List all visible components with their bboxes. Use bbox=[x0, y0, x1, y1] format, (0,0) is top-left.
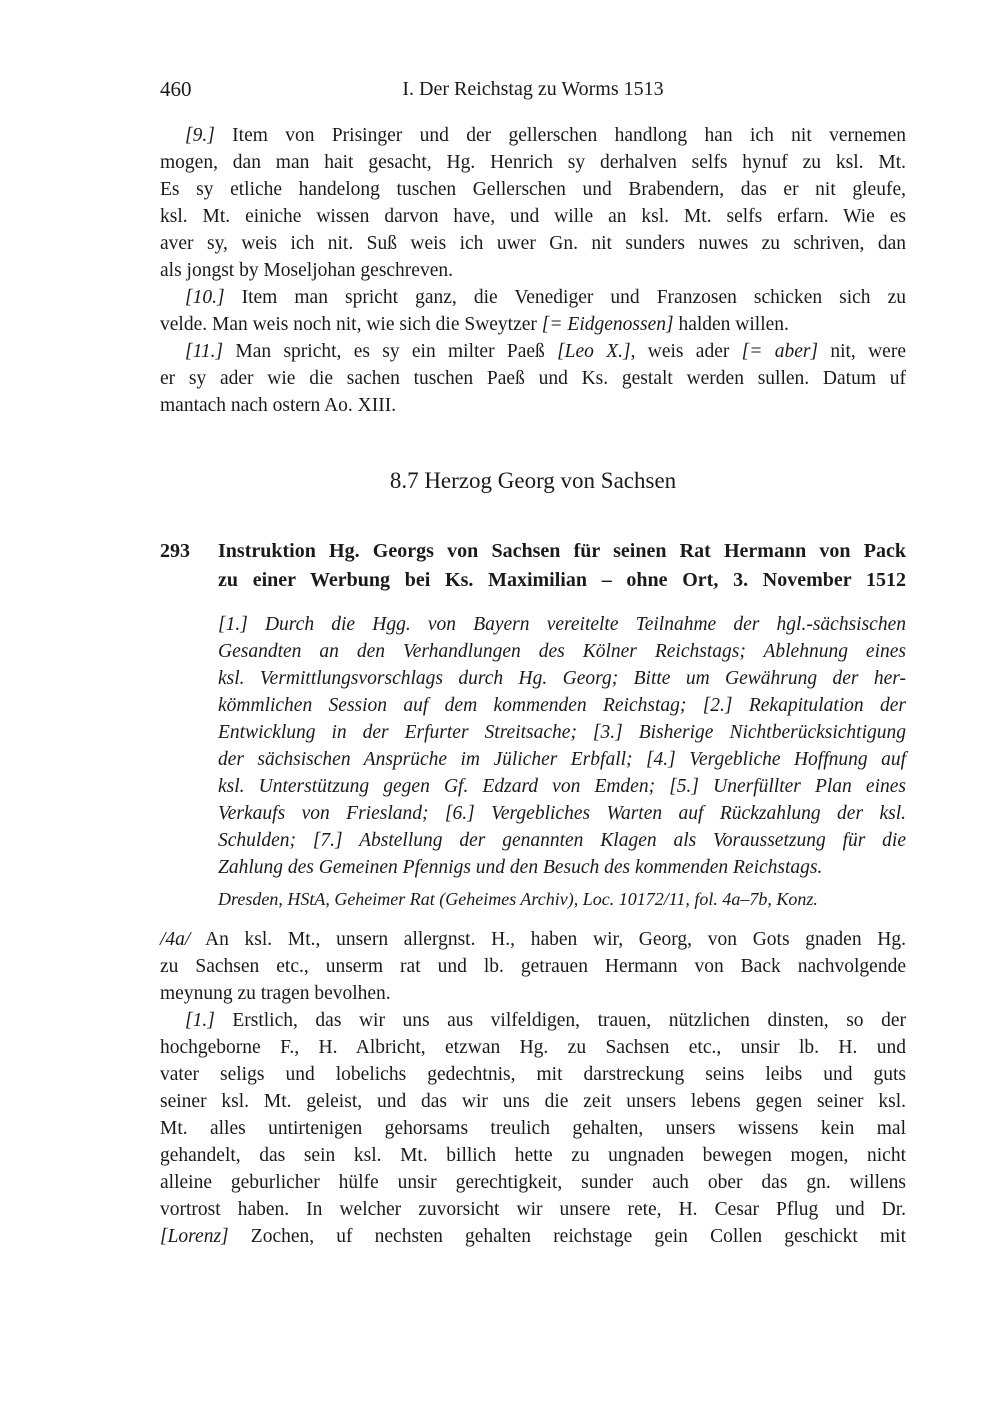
text-segment: als jongst by Moseljohan geschreven. bbox=[160, 260, 453, 281]
text-segment: Instruktion Hg. Georgs von Sachsen für seinen Rat Hermann von Pack bbox=[218, 540, 906, 562]
editorial-italic-segment: /4a/ bbox=[160, 929, 191, 950]
text-line bbox=[160, 926, 906, 953]
text-segment: halden willen. bbox=[673, 314, 789, 335]
text-line bbox=[160, 149, 906, 176]
text-block bbox=[160, 0, 906, 1250]
text-line bbox=[218, 827, 906, 854]
text-segment: mogen, dan man hait gesacht, Hg. Henrich sy derhalven selfs hynuf zu ksl. Mt. bbox=[160, 152, 906, 173]
instruction-text bbox=[160, 926, 906, 1250]
text-line bbox=[218, 746, 906, 773]
text-segment: er sy ader wie die sachen tuschen Paeß und Ks. gestalt werden sullen. Datum uf bbox=[160, 368, 906, 389]
text-segment: gehandelt, das sein ksl. Mt. billich hette zu ungnaden bewegen mogen, nicht bbox=[160, 1145, 906, 1166]
entry-summary bbox=[218, 611, 906, 881]
text-line bbox=[160, 1007, 906, 1034]
text-segment: Zahlung des Gemeinen Pfennigs und den Besuch des kommenden Reichstags. bbox=[218, 857, 823, 878]
text-line bbox=[160, 122, 906, 149]
text-line bbox=[160, 1223, 906, 1250]
text-line bbox=[160, 257, 906, 284]
text-segment: aver sy, weis ich nit. Suß weis ich uwer Gn. nit sunders nuwes zu schriven, dan bbox=[160, 233, 906, 254]
text-segment: Man spricht, es sy ein milter Paeß bbox=[223, 341, 558, 362]
text-line bbox=[160, 1088, 906, 1115]
page-number: 460 bbox=[160, 77, 192, 101]
text-line bbox=[160, 980, 906, 1007]
text-line bbox=[160, 203, 906, 230]
text-line bbox=[160, 1061, 906, 1088]
text-segment: velde. Man weis noch nit, wie sich die Sweytzer bbox=[160, 314, 542, 335]
text-line bbox=[218, 611, 906, 638]
text-segment: ksl. Mt. einiche wissen darvon have, und wille an ksl. Mt. selfs erfarn. Wie es bbox=[160, 206, 906, 227]
paragraph bbox=[160, 926, 906, 1007]
paragraph bbox=[160, 122, 906, 284]
text-line bbox=[160, 1196, 906, 1223]
text-segment: ksl. Vermittlungsvorschlags durch Hg. Georg; Bitte um Gewährung der her- bbox=[218, 668, 906, 689]
section-heading: 8.7 Herzog Georg von Sachsen bbox=[389, 468, 677, 493]
entry-headline bbox=[218, 537, 906, 595]
paragraph bbox=[160, 1007, 906, 1250]
text-line bbox=[160, 338, 906, 365]
page-header bbox=[160, 76, 906, 103]
text-line bbox=[160, 1169, 906, 1196]
text-segment: mantach nach ostern Ao. XIII. bbox=[160, 395, 397, 416]
text-line bbox=[218, 566, 906, 595]
entry-header bbox=[160, 537, 906, 595]
text-line bbox=[160, 392, 906, 419]
text-segment: vater seligs und lobelichs gedechtnis, mit darstreckung seins leibs und guts bbox=[160, 1064, 906, 1085]
text-line bbox=[160, 1142, 906, 1169]
text-segment: Verkaufs von Friesland; [6.] Vergebliches Warten auf Rückzahlung der ksl. bbox=[218, 803, 906, 824]
text-segment: An ksl. Mt., unsern allergnst. H., haben wir, Georg, von Gots gnaden Hg. bbox=[190, 929, 906, 950]
editorial-italic-segment: [1.] bbox=[185, 1010, 215, 1031]
text-segment: Gesandten an den Verhandlungen des Kölner Reichstags; Ablehnung eines bbox=[218, 641, 906, 662]
text-line bbox=[160, 953, 906, 980]
text-segment: Zochen, uf nechsten gehalten reichstage gein Collen geschickt mit bbox=[228, 1226, 906, 1247]
letter-text bbox=[160, 122, 906, 419]
entry-source-line: Dresden, HStA, Geheimer Rat (Geheimes Archiv), Loc. 10172/11, fol. 4a–7b, Konz. bbox=[218, 889, 818, 909]
text-segment: alleine geburlicher hülfe unsir gerechtigkeit, sunder auch ober das gn. willens bbox=[160, 1172, 906, 1193]
text-line bbox=[218, 719, 906, 746]
text-segment: kömmlichen Session auf dem kommenden Reichstag; [2.] Rekapitulation der bbox=[218, 695, 906, 716]
text-line bbox=[160, 1034, 906, 1061]
entry-number: 293 bbox=[160, 540, 190, 562]
editorial-italic-segment: [10.] bbox=[185, 287, 225, 308]
editorial-italic-segment: [Leo X.] bbox=[557, 341, 631, 362]
text-segment: vortrost haben. In welcher zuvorsicht wir unsere rete, H. Cesar Pflug und Dr. bbox=[160, 1199, 906, 1220]
text-segment: Mt. alles untirtenigen gehorsams treulich gehalten, unsers wissens kein mal bbox=[160, 1118, 906, 1139]
text-line bbox=[218, 773, 906, 800]
text-line bbox=[160, 311, 906, 338]
text-segment: meynung zu tragen bevolhen. bbox=[160, 983, 391, 1004]
text-segment: zu Sachsen etc., unserm rat und lb. getrauen Hermann von Back nachvolgende bbox=[160, 956, 906, 977]
text-line bbox=[218, 692, 906, 719]
running-title: I. Der Reichstag zu Worms 1513 bbox=[402, 78, 664, 100]
paragraph bbox=[160, 284, 906, 338]
text-segment: hochgeborne F., H. Albricht, etzwan Hg. zu Sachsen etc., unsir lb. H. und bbox=[160, 1037, 906, 1058]
editorial-italic-segment: [11.] bbox=[185, 341, 224, 362]
text-line bbox=[218, 638, 906, 665]
editorial-italic-segment: [9.] bbox=[185, 125, 215, 146]
text-segment: Entwicklung in der Erfurter Streitsache; [3.] Bisherige Nichtberücksichtigung bbox=[218, 722, 906, 743]
editorial-italic-segment: [= aber] bbox=[741, 341, 819, 362]
text-line bbox=[160, 365, 906, 392]
editorial-italic-segment: [Lorenz] bbox=[160, 1226, 229, 1247]
text-segment: Es sy etliche handelong tuschen Gellerschen und Brabendern, das er nit gleufe, bbox=[160, 179, 906, 200]
text-line bbox=[160, 230, 906, 257]
text-line bbox=[160, 284, 906, 311]
text-segment: , weis ader bbox=[630, 341, 742, 362]
text-segment: zu einer Werbung bei Ks. Maximilian – ohne Ort, 3. November 1512 bbox=[218, 569, 906, 591]
text-segment: Erstlich, das wir uns aus vilfeldigen, trauen, nützlichen dinsten, so der bbox=[214, 1010, 906, 1031]
text-line bbox=[218, 854, 906, 881]
text-line bbox=[218, 800, 906, 827]
text-segment: der sächsischen Ansprüche im Jülicher Erbfall; [4.] Vergebliche Hoffnung auf bbox=[218, 749, 906, 770]
editorial-italic-segment: [= Eidgenossen] bbox=[541, 314, 674, 335]
text-line bbox=[218, 537, 906, 566]
text-segment: seiner ksl. Mt. geleist, und das wir uns die zeit unsers lebens gegen seiner ksl. bbox=[160, 1091, 906, 1112]
text-segment: Schulden; [7.] Abstellung der genannten Klagen als Voraussetzung für die bbox=[218, 830, 906, 851]
text-line bbox=[160, 176, 906, 203]
text-segment: Item man spricht ganz, die Venediger und Franzosen schicken sich zu bbox=[224, 287, 906, 308]
text-segment: Item von Prisinger und der gellerschen handlong han ich nit vernemen bbox=[214, 125, 906, 146]
text-segment: ksl. Unterstützung gegen Gf. Edzard von Emden; [5.] Unerfüllter Plan eines bbox=[218, 776, 906, 797]
paragraph bbox=[160, 338, 906, 419]
text-line bbox=[218, 665, 906, 692]
text-segment: [1.] Durch die Hgg. von Bayern vereitelte Teilnahme der hgl.-sächsischen bbox=[218, 614, 906, 635]
text-segment: nit, were bbox=[818, 341, 906, 362]
text-line bbox=[160, 1115, 906, 1142]
